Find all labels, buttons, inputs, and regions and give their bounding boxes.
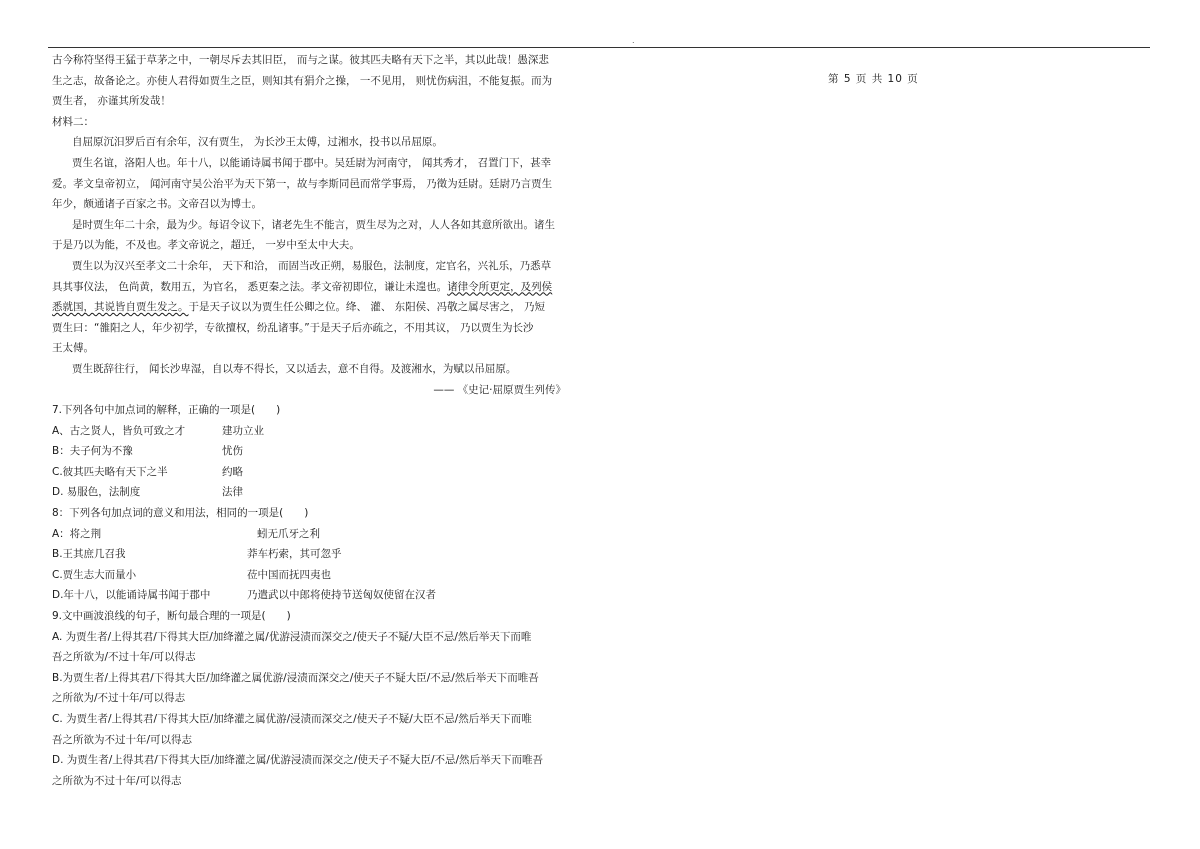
header-rule	[48, 47, 1150, 48]
section-label: 材料二：	[52, 115, 94, 128]
q7-option-c	[52, 462, 572, 483]
option-gloss: 建功立业	[222, 424, 264, 437]
q9-option-a-cont: 吾之所欲为/不过十年/可以得志	[52, 651, 196, 664]
q8-option-c	[52, 565, 572, 586]
source-citation: —— 《史记·屈原贾生列传》	[433, 383, 566, 396]
text-line: 贾生曰：“雒阳之人，年少初学，专欲擅权，纷乱诸事。”于是天子后亦疏之，不用其议， 乃以贾生为长沙	[52, 321, 534, 334]
text-line: 贾生者， 亦谨其所发哉！	[52, 95, 171, 108]
option-sentence: A、古之贤人，皆负可致之才	[52, 424, 186, 437]
text-segment: 于是天子议以为贾生任公卿之位。绛、 灌、 东阳侯、冯敬之属尽害之， 乃短	[188, 301, 546, 314]
option-compare: 蚓无爪牙之利	[257, 527, 320, 540]
q7-option-d	[52, 482, 572, 503]
option-sentence: B：夫子何为不豫	[52, 445, 133, 458]
text-line	[52, 277, 572, 298]
wavy-underlined-text: 诸律令所更定，及列侯	[447, 280, 553, 293]
text-line: 贾生名谊，洛阳人也。年十八，以能诵诗属书闻于郡中。吴廷尉为河南守， 闻其秀才， 召置门下，甚幸	[72, 156, 552, 169]
text-column	[52, 50, 572, 791]
question-8: 8：下列各句加点词的意义和用法，相同的一项是( )	[52, 507, 309, 520]
option-sentence: A：将之荆	[52, 527, 102, 540]
option-compare: 莅中国而抚四夷也	[247, 568, 331, 581]
option-compare: 莽车朽索，其可忽乎	[247, 548, 342, 561]
option-compare: 乃遣武以中郎将使持节送匈奴使留在汉者	[247, 589, 436, 602]
option-gloss: 法律	[222, 486, 243, 499]
text-line: 贾生以为汉兴至孝文二十余年， 天下和洽， 而固当改正朔，易服色，法制度，定官名，兴礼乐，乃悉草	[72, 259, 552, 272]
text-line: 于是乃以为能，不及也。孝文帝说之，超迁， 一岁中至太中大夫。	[52, 239, 360, 252]
wavy-underlined-text: 悉就国，其说皆自贾生发之。	[52, 301, 189, 314]
text-line: 是时贾生年二十余，最为少。每诏令议下，诸老先生不能言，贾生尽为之对，人人各如其意所欲出。诸生	[72, 218, 555, 231]
option-sentence: D.年十八，以能诵诗属书闻于郡中	[52, 589, 211, 602]
q9-option-d-cont: 之所欲为不过十年/可以得志	[52, 774, 182, 787]
q7-option-b	[52, 441, 572, 462]
page-number: 第 5 页 共 10 页	[828, 73, 919, 85]
text-line: 年少，颇通诸子百家之书。文帝召以为博士。	[52, 198, 262, 211]
option-sentence: C.贾生志大而量小	[52, 568, 137, 581]
option-gloss: 约略	[222, 465, 243, 478]
question-9: 9.文中画波浪线的句子，断句最合理的一项是( )	[52, 610, 291, 623]
text-line: 贾生既辞往行， 闻长沙卑湿，自以寿不得长，又以适去，意不自得。及渡湘水，为赋以吊屈原。	[72, 362, 517, 375]
q9-option-a: A. 为贾生者/上得其君/下得其大臣/加绛灌之属/优游浸渍而深交之/使天子不疑/大臣不忌/然后举天下而唯	[52, 630, 532, 643]
q9-option-c-cont: 吾之所欲为不过十年/可以得志	[52, 733, 193, 746]
q8-option-d	[52, 585, 572, 606]
q9-option-b-cont: 之所欲为/不过十年/可以得志	[52, 692, 186, 705]
q9-option-b: B.为贾生者/上得其君/下得其大臣/加绛灌之属优游/浸渍而深交之/使天子不疑大臣/不忌/然后举天下而唯吾	[52, 671, 539, 684]
q8-option-a	[52, 524, 572, 545]
q9-option-c: C. 为贾生者/上得其君/下得其大臣/加绛灌之属优游/浸渍而深交之/使天子不疑/大臣不忌/然后举天下而唯	[52, 713, 532, 725]
header-dot: .	[632, 36, 635, 45]
text-segment: 具其事仪法， 色尚黄，数用五，为官名， 悉更秦之法。孝文帝初即位，谦让未遑也。	[52, 280, 448, 293]
option-sentence: D. 易服色，法制度	[52, 486, 141, 499]
text-line: 自屈原沉汨罗后百有余年，汉有贾生， 为长沙王太傅，过湘水，投书以吊屈原。	[72, 136, 443, 149]
text-line: 生之志，故备论之。亦使人君得如贾生之臣，则知其有狷介之操， 一不见用， 则忧伤病沮，不能复振。而为	[52, 74, 553, 87]
option-sentence: B.王其庶几召我	[52, 548, 126, 561]
text-line: 古今称符坚得王猛于草茅之中，一朝尽斥去其旧臣， 而与之谋。彼其匹夫略有天下之半，其以此哉！愚深悲	[52, 54, 549, 66]
text-line: 爱。孝文皇帝初立， 闻河南守吴公治平为天下第一，故与李斯同邑而常学事焉， 乃徵为廷尉。廷尉乃言贾生	[52, 177, 553, 190]
question-7: 7.下列各句中加点词的解释，正确的一项是( )	[52, 404, 281, 417]
q7-option-a	[52, 421, 572, 442]
text-line	[52, 297, 572, 318]
option-gloss: 忧伤	[222, 445, 243, 458]
q8-option-b	[52, 544, 572, 565]
text-line: 王太傅。	[52, 342, 94, 355]
option-sentence: C.彼其匹夫略有天下之半	[52, 465, 168, 478]
q9-option-d: D. 为贾生者/上得其君/下得其大臣/加绛灌之属/优游浸渍而深交之/使天子不疑大臣/不忌/然后举天下而唯吾	[52, 754, 544, 767]
